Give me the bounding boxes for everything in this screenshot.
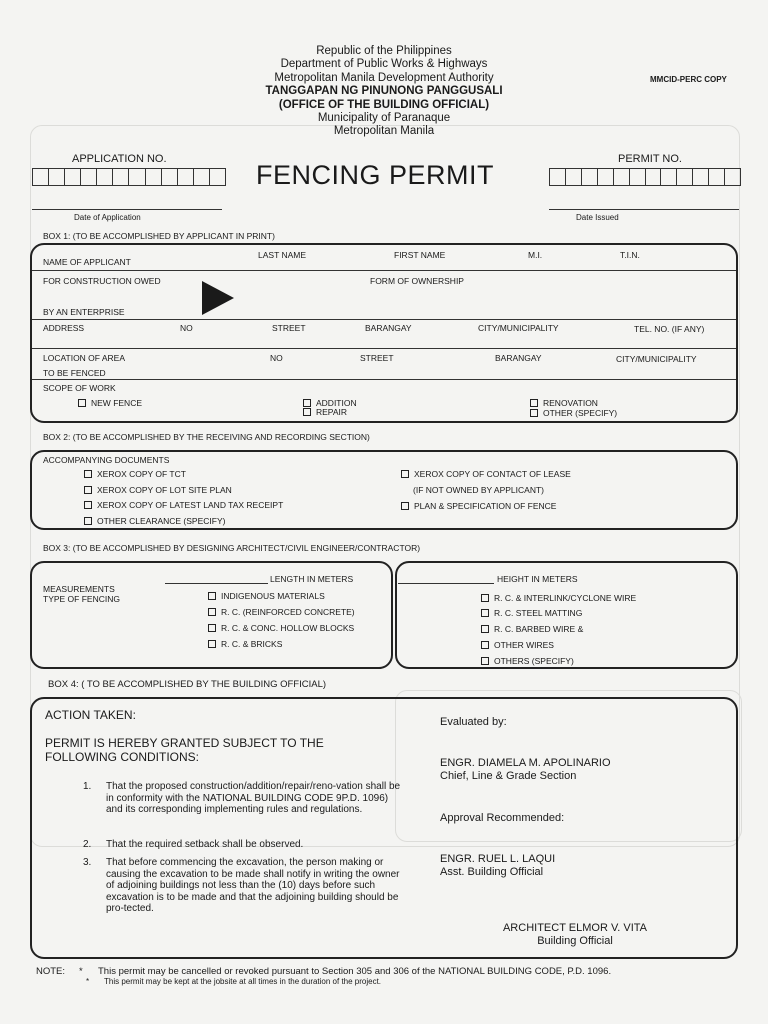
granted-line-1: PERMIT IS HEREBY GRANTED SUBJECT TO THE bbox=[45, 736, 324, 750]
checkbox-icon bbox=[84, 501, 92, 509]
permit-no-label: PERMIT NO. bbox=[618, 153, 682, 165]
for-construction-label: FOR CONSTRUCTION OWED bbox=[43, 276, 161, 286]
address-barangay-label: BARANGAY bbox=[365, 323, 412, 333]
type-of-fencing-label: TYPE OF FENCING bbox=[43, 594, 120, 604]
header-dpwh: Department of Public Works & Highways bbox=[280, 58, 488, 71]
others-checkbox[interactable] bbox=[481, 656, 574, 666]
tax-receipt-checkbox[interactable] bbox=[84, 500, 283, 510]
divider bbox=[32, 270, 736, 271]
scope-of-work-label: SCOPE OF WORK bbox=[43, 383, 116, 393]
header-mmda: Metropolitan Manila Development Authority bbox=[274, 71, 494, 84]
tax-receipt-label: XEROX COPY OF LATEST LAND TAX RECEIPT bbox=[97, 500, 284, 510]
checkbox-icon bbox=[208, 624, 216, 632]
rc-interlink-checkbox[interactable] bbox=[481, 593, 636, 603]
evaluator-title: Chief, Line & Grade Section bbox=[440, 770, 577, 782]
checkbox-icon bbox=[481, 609, 489, 617]
tin-label: T.I.N. bbox=[620, 250, 640, 260]
location-city-label: CITY/MUNICIPALITY bbox=[616, 354, 697, 364]
header-block bbox=[0, 45, 768, 139]
addition-label: ADDITION bbox=[316, 398, 357, 408]
tct-label: XEROX COPY OF TCT bbox=[97, 469, 186, 479]
checkbox-icon bbox=[208, 640, 216, 648]
address-no-label: NO bbox=[180, 323, 193, 333]
building-official-block bbox=[470, 922, 680, 948]
checkbox-icon bbox=[208, 592, 216, 600]
header-tanggapan: TANGGAPAN NG PINUNONG PANGGUSALI bbox=[265, 85, 503, 98]
checkbox-icon bbox=[481, 657, 489, 665]
note-star-2: * bbox=[86, 977, 90, 986]
date-issued-label: Date Issued bbox=[576, 213, 619, 222]
repair-checkbox[interactable] bbox=[303, 407, 347, 417]
height-input-line[interactable] bbox=[398, 583, 494, 584]
note-label: NOTE: bbox=[36, 966, 66, 977]
rc-steel-label: R. C. STEEL MATTING bbox=[494, 608, 583, 618]
address-street-label: STREET bbox=[272, 323, 306, 333]
header-municipality: Municipality of Paranaque bbox=[317, 112, 451, 125]
other-clearance-checkbox[interactable] bbox=[84, 516, 225, 526]
box1-heading: BOX 1: (TO BE ACCOMPLISHED BY APPLICANT IN PRINT) bbox=[43, 231, 275, 241]
indigenous-checkbox[interactable] bbox=[208, 591, 325, 601]
tel-label: TEL. NO. (IF ANY) bbox=[634, 324, 705, 334]
approver-name: ENGR. RUEL L. LAQUI bbox=[440, 853, 556, 865]
approval-recommended-label: Approval Recommended: bbox=[440, 812, 565, 824]
other-clearance-label: OTHER CLEARANCE (SPECIFY) bbox=[97, 516, 226, 526]
rc-hollow-label: R. C. & CONC. HOLLOW BLOCKS bbox=[221, 623, 355, 633]
note-2: This permit may be kept at the jobsite at all times in the duration of the project. bbox=[104, 977, 382, 986]
divider bbox=[32, 348, 736, 349]
new-fence-checkbox[interactable] bbox=[78, 398, 142, 408]
permit-no-field[interactable] bbox=[549, 168, 741, 186]
repair-label: REPAIR bbox=[316, 407, 348, 417]
header-obo: (OFFICE OF THE BUILDING OFFICIAL) bbox=[278, 98, 490, 111]
approver-block bbox=[440, 853, 555, 879]
play-arrow-icon bbox=[202, 281, 234, 315]
rc-steel-checkbox[interactable] bbox=[481, 608, 582, 618]
checkbox-icon bbox=[401, 502, 409, 510]
condition-3-number: 3. bbox=[83, 857, 92, 868]
evaluator-block bbox=[440, 757, 611, 783]
header-metro: Metropolitan Manila bbox=[333, 125, 435, 138]
rc-barbed-label: R. C. BARBED WIRE & bbox=[494, 624, 584, 634]
location-barangay-label: BARANGAY bbox=[495, 353, 542, 363]
lot-site-plan-label: XEROX COPY OF LOT SITE PLAN bbox=[97, 485, 232, 495]
copy-tag: MMCID-PERC COPY bbox=[650, 75, 727, 84]
checkbox-icon bbox=[78, 399, 86, 407]
location-street-label: STREET bbox=[360, 353, 394, 363]
action-taken-label: ACTION TAKEN: bbox=[45, 708, 136, 722]
page-title: FENCING PERMIT bbox=[256, 160, 495, 190]
tct-checkbox[interactable] bbox=[84, 469, 186, 479]
address-city-label: CITY/MUNICIPALITY bbox=[478, 323, 559, 333]
box4-heading: BOX 4: ( TO BE ACCOMPLISHED BY THE BUILDING OFFICIAL) bbox=[48, 679, 327, 690]
other-specify-checkbox[interactable] bbox=[530, 408, 617, 418]
rc-hollow-checkbox[interactable] bbox=[208, 623, 354, 633]
approver-title: Asst. Building Official bbox=[440, 866, 544, 878]
checkbox-icon bbox=[481, 641, 489, 649]
height-label: HEIGHT IN METERS bbox=[497, 574, 578, 584]
rc-barbed-checkbox[interactable] bbox=[481, 624, 583, 634]
location-no-label: NO bbox=[270, 353, 283, 363]
box3-heading: BOX 3: (TO BE ACCOMPLISHED BY DESIGNING ARCHITECT/CIVIL ENGINEER/CONTRACTOR) bbox=[43, 543, 421, 553]
lease-label: XEROX COPY OF CONTACT OF LEASE bbox=[414, 469, 571, 479]
other-wires-checkbox[interactable] bbox=[481, 640, 554, 650]
checkbox-icon bbox=[303, 408, 311, 416]
checkbox-icon bbox=[84, 486, 92, 494]
condition-1-text: That the proposed construction/addition/repair/reno-vation shall be in conformity with the NATIONAL BUILDING CODE 9P.D. 1096) and its corresponding implementing rules and regulations. bbox=[106, 781, 401, 815]
checkbox-icon bbox=[481, 625, 489, 633]
note-star-1: * bbox=[79, 966, 83, 977]
box2-heading: BOX 2: (TO BE ACCOMPLISHED BY THE RECEIVING AND RECORDING SECTION) bbox=[43, 432, 370, 442]
checkbox-icon bbox=[84, 517, 92, 525]
date-of-application-label: Date of Application bbox=[74, 213, 141, 222]
checkbox-icon bbox=[303, 399, 311, 407]
location-label-1: LOCATION OF AREA bbox=[43, 353, 126, 363]
note-1: This permit may be cancelled or revoked pursuant to Section 305 and 306 of the NATIONAL BUILDING CODE, P.D. 1096. bbox=[98, 966, 612, 977]
checkbox-icon bbox=[530, 399, 538, 407]
rc-checkbox[interactable] bbox=[208, 607, 355, 617]
new-fence-label: NEW FENCE bbox=[91, 398, 142, 408]
by-enterprise-label: BY AN ENTERPRISE bbox=[43, 307, 125, 317]
condition-2-number: 2. bbox=[83, 839, 92, 850]
location-label-2: TO BE FENCED bbox=[43, 368, 106, 378]
form-of-ownership-label: FORM OF OWNERSHIP bbox=[370, 276, 464, 286]
length-input-line[interactable] bbox=[165, 583, 268, 584]
checkbox-icon bbox=[481, 594, 489, 602]
condition-2-text: That the required setback shall be observed. bbox=[106, 839, 304, 850]
indigenous-label: INDIGENOUS MATERIALS bbox=[221, 591, 325, 601]
rc-bricks-checkbox[interactable] bbox=[208, 639, 282, 649]
mi-label: M.I. bbox=[528, 250, 543, 260]
date-issued-line[interactable] bbox=[549, 209, 739, 210]
others-label: OTHERS (SPECIFY) bbox=[494, 656, 574, 666]
renovation-checkbox[interactable] bbox=[530, 398, 598, 408]
length-label: LENGTH IN METERS bbox=[270, 574, 354, 584]
name-of-applicant-label: NAME OF APPLICANT bbox=[43, 257, 131, 267]
plan-spec-label: PLAN & SPECIFICATION OF FENCE bbox=[414, 501, 557, 511]
building-official-title: Building Official bbox=[537, 935, 613, 947]
divider bbox=[32, 379, 736, 380]
last-name-label: LAST NAME bbox=[258, 250, 307, 260]
accompanying-documents-label: ACCOMPANYING DOCUMENTS bbox=[43, 455, 170, 465]
evaluator-name: ENGR. DIAMELA M. APOLINARIO bbox=[440, 757, 611, 769]
measurements-label: MEASUREMENTS bbox=[43, 584, 115, 594]
lease-checkbox[interactable] bbox=[401, 469, 571, 479]
date-application-line[interactable] bbox=[32, 209, 222, 210]
renovation-label: RENOVATION bbox=[543, 398, 598, 408]
granted-text bbox=[45, 737, 324, 764]
plan-spec-checkbox[interactable] bbox=[401, 501, 556, 511]
other-specify-label: OTHER (SPECIFY) bbox=[543, 408, 618, 418]
address-label: ADDRESS bbox=[43, 323, 85, 333]
application-no-field[interactable] bbox=[32, 168, 226, 186]
condition-1-number: 1. bbox=[83, 781, 92, 792]
checkbox-icon bbox=[530, 409, 538, 417]
header-republic: Republic of the Philippines bbox=[316, 45, 452, 57]
divider bbox=[32, 319, 736, 320]
rc-interlink-label: R. C. & INTERLINK/CYCLONE WIRE bbox=[494, 593, 637, 603]
checkbox-icon bbox=[401, 470, 409, 478]
application-no-label: APPLICATION NO. bbox=[72, 153, 167, 165]
granted-line-2: FOLLOWING CONDITIONS: bbox=[45, 749, 200, 764]
checkbox-icon bbox=[208, 608, 216, 616]
other-wires-label: OTHER WIRES bbox=[494, 640, 554, 650]
rc-bricks-label: R. C. & BRICKS bbox=[221, 639, 283, 649]
evaluated-by-label: Evaluated by: bbox=[440, 716, 507, 728]
first-name-label: FIRST NAME bbox=[394, 250, 446, 260]
building-official-name: ARCHITECT ELMOR V. VITA bbox=[502, 922, 648, 934]
rc-label: R. C. (REINFORCED CONCRETE) bbox=[221, 607, 355, 617]
condition-3-text: That before commencing the excavation, the person making or causing the excavation to be made shall notify in writing the owner of adjoining buildings not less than the (10) days before such excavation is to be made and that the adjoining building should be pro-tected. bbox=[106, 857, 400, 914]
lot-site-plan-checkbox[interactable] bbox=[84, 485, 232, 495]
not-owned-note: (IF NOT OWNED BY APPLICANT) bbox=[413, 485, 544, 495]
checkbox-icon bbox=[84, 470, 92, 478]
